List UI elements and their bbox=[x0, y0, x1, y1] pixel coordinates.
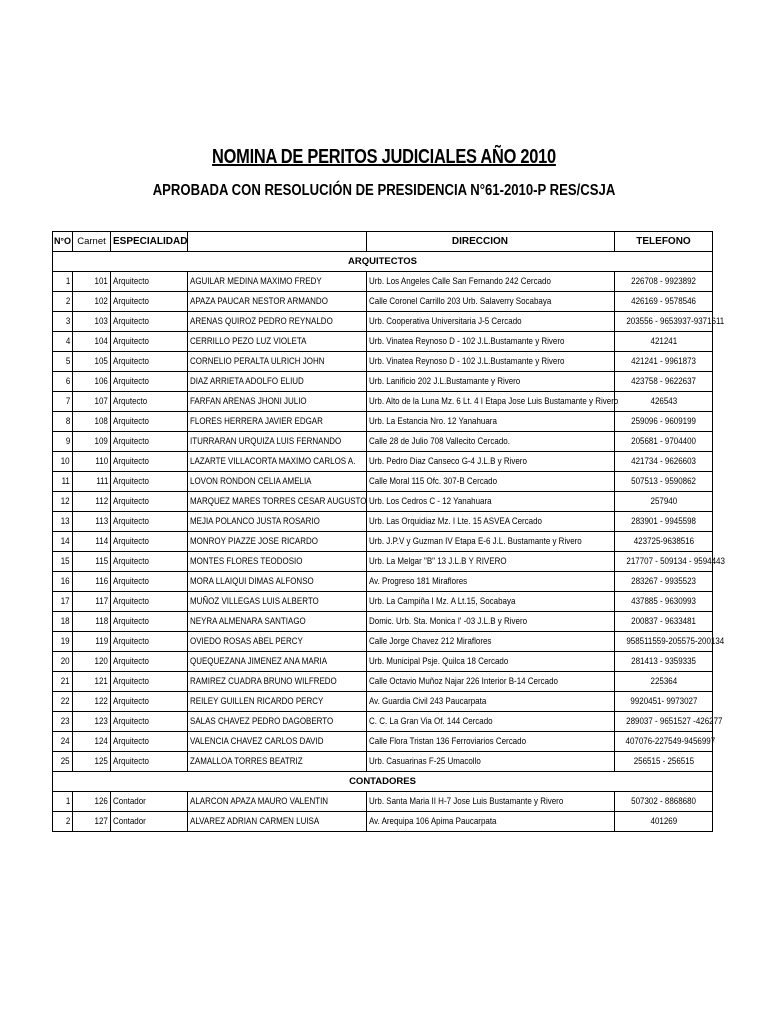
row-direccion: Urb. J.P.V y Guzman IV Etapa E-6 J.L. Bustamante y Rivero bbox=[369, 536, 582, 547]
table-row bbox=[53, 792, 713, 812]
row-direccion: Calle Flora Tristan 136 Ferroviarios Cercado bbox=[369, 736, 527, 747]
header-direccion: DIRECCION bbox=[367, 232, 615, 252]
row-especialidad: Arquitecto bbox=[113, 276, 149, 287]
row-carnet: 123 bbox=[94, 716, 108, 727]
row-number: 2 bbox=[65, 296, 70, 307]
table-body bbox=[53, 252, 725, 832]
row-number: 10 bbox=[61, 456, 70, 467]
header-carnet: Carnet bbox=[73, 232, 111, 252]
row-direccion: Calle Octavio Muñoz Najar 226 Interior B-14 Cercado bbox=[369, 676, 558, 687]
row-telefono: 407076-227549-9456997 bbox=[625, 736, 716, 747]
row-telefono: 200837 - 9633481 bbox=[631, 616, 696, 627]
row-direccion: Av. Arequipa 106 Apima Paucarpata bbox=[369, 816, 497, 827]
table-row bbox=[53, 372, 713, 392]
header-nombre bbox=[188, 232, 367, 252]
row-number: 9 bbox=[65, 436, 70, 447]
table-row bbox=[53, 352, 713, 372]
row-direccion: Av. Progreso 181 Miraflores bbox=[369, 576, 468, 587]
row-especialidad: Contador bbox=[113, 796, 146, 807]
row-nombre: CERRILLO PEZO LUZ VIOLETA bbox=[190, 336, 307, 347]
header-telefono: TELEFONO bbox=[615, 232, 713, 252]
row-direccion: Urb. Los Angeles Calle San Fernando 242 Cercado bbox=[369, 276, 551, 287]
row-direccion: Urb. Los Cedros C - 12 Yanahuara bbox=[369, 496, 492, 507]
row-nombre: ZAMALLOA TORRES BEATRIZ bbox=[190, 756, 303, 767]
row-telefono: 421241 bbox=[650, 336, 677, 347]
row-number: 3 bbox=[65, 316, 70, 327]
row-carnet: 125 bbox=[94, 756, 108, 767]
table-row bbox=[53, 712, 713, 732]
row-carnet: 112 bbox=[95, 496, 108, 507]
row-telefono: 226708 - 9923892 bbox=[631, 276, 696, 287]
row-nombre: ARENAS QUIROZ PEDRO REYNALDO bbox=[190, 316, 333, 327]
row-direccion: Urb. Alto de la Luna Mz. 6 Lt. 4 I Etapa Jose Luis Bustamante y Rivero bbox=[369, 396, 619, 407]
row-direccion: Urb. Municipal Psje. Quilca 18 Cercado bbox=[369, 656, 509, 667]
row-number: 8 bbox=[65, 416, 70, 427]
row-telefono: 203556 - 9653937-9371611 bbox=[626, 316, 725, 327]
document-subtitle: APROBADA CON RESOLUCIÓN DE PRESIDENCIA N°61-2010-P RES/CSJA bbox=[152, 182, 616, 199]
row-especialidad: Arquitecto bbox=[113, 496, 149, 507]
row-carnet: 103 bbox=[94, 316, 108, 327]
row-direccion: Urb. La Campiña I Mz. A Lt.15, Socabaya bbox=[369, 596, 516, 607]
row-especialidad: Arquitecto bbox=[113, 736, 149, 747]
row-nombre: MARQUEZ MARES TORRES CESAR AUGUSTO bbox=[190, 496, 367, 507]
row-carnet: 101 bbox=[94, 276, 108, 287]
row-carnet: 124 bbox=[94, 736, 108, 747]
row-nombre: DIAZ ARRIETA ADOLFO ELIUD bbox=[190, 376, 304, 387]
section-title: CONTADORES bbox=[53, 772, 713, 792]
row-number: 20 bbox=[61, 656, 70, 667]
row-direccion: Urb. La Melgar "B" 13 J.L.B Y RIVERO bbox=[369, 556, 507, 567]
row-number: 22 bbox=[61, 696, 70, 707]
row-especialidad: Arquitecto bbox=[113, 316, 149, 327]
row-telefono: 257940 bbox=[650, 496, 677, 507]
row-carnet: 120 bbox=[94, 656, 108, 667]
row-nombre: LAZARTE VILLACORTA MAXIMO CARLOS A. bbox=[190, 456, 356, 467]
row-number: 5 bbox=[65, 356, 70, 367]
row-carnet: 109 bbox=[94, 436, 108, 447]
table-row bbox=[53, 512, 713, 532]
row-nombre: LOVON RONDON CELIA AMELIA bbox=[190, 476, 312, 487]
table-row bbox=[53, 692, 713, 712]
row-number: 16 bbox=[61, 576, 70, 587]
row-number: 2 bbox=[65, 816, 70, 827]
row-telefono: 507302 - 8868680 bbox=[631, 796, 696, 807]
row-especialidad: Arquitecto bbox=[113, 436, 149, 447]
row-telefono: 421734 - 9626603 bbox=[631, 456, 696, 467]
row-telefono: 281413 - 9359335 bbox=[631, 656, 696, 667]
row-nombre: MORA LLAIQUI DIMAS ALFONSO bbox=[190, 576, 314, 587]
row-especialidad: Arquitecto bbox=[113, 536, 149, 547]
row-carnet: 115 bbox=[95, 556, 108, 567]
row-telefono: 426169 - 9578546 bbox=[631, 296, 696, 307]
table-row bbox=[53, 752, 713, 772]
row-direccion: Calle 28 de Julio 708 Vallecito Cercado. bbox=[369, 436, 510, 447]
row-telefono: 401269 bbox=[650, 816, 677, 827]
table-row bbox=[53, 392, 713, 412]
row-nombre: ALVAREZ ADRIAN CARMEN LUISA bbox=[190, 816, 320, 827]
row-nombre: OVIEDO ROSAS ABEL PERCY bbox=[190, 636, 303, 647]
table-row bbox=[53, 812, 713, 832]
table-row bbox=[53, 472, 713, 492]
row-number: 19 bbox=[61, 636, 70, 647]
row-especialidad: Contador bbox=[113, 816, 146, 827]
row-number: 24 bbox=[61, 736, 70, 747]
row-nombre: CORNELIO PERALTA ULRICH JOHN bbox=[190, 356, 325, 367]
row-carnet: 105 bbox=[94, 356, 108, 367]
row-carnet: 110 bbox=[95, 456, 108, 467]
row-number: 14 bbox=[61, 536, 70, 547]
row-number: 25 bbox=[61, 756, 70, 767]
row-especialidad: Arquitecto bbox=[113, 356, 149, 367]
row-nombre: ITURRARAN URQUIZA LUIS FERNANDO bbox=[190, 436, 342, 447]
row-especialidad: Arquitecto bbox=[113, 596, 149, 607]
row-number: 1 bbox=[65, 276, 70, 287]
table-row bbox=[53, 672, 713, 692]
row-nombre: MONTES FLORES TEODOSIO bbox=[190, 556, 303, 567]
row-direccion: Calle Coronel Carrillo 203 Urb. Salaverry Socabaya bbox=[369, 296, 552, 307]
row-nombre: APAZA PAUCAR NESTOR ARMANDO bbox=[190, 296, 328, 307]
row-especialidad: Arqutecto bbox=[113, 396, 148, 407]
document-title: NOMINA DE PERITOS JUDICIALES AÑO 2010 bbox=[212, 146, 556, 168]
row-telefono: 283901 - 9945598 bbox=[631, 516, 696, 527]
row-nombre: AGUILAR MEDINA MAXIMO FREDY bbox=[190, 276, 322, 287]
row-especialidad: Arquitecto bbox=[113, 336, 149, 347]
table-row bbox=[53, 272, 713, 292]
row-direccion: Urb. Vinatea Reynoso D - 102 J.L.Bustamante y Rivero bbox=[369, 356, 565, 367]
table-row bbox=[53, 732, 713, 752]
row-telefono: 256515 - 256515 bbox=[633, 756, 694, 767]
table-row bbox=[53, 412, 713, 432]
peritos-table bbox=[52, 231, 725, 832]
row-telefono: 205681 - 9704400 bbox=[631, 436, 696, 447]
row-carnet: 102 bbox=[94, 296, 108, 307]
section-title: ARQUITECTOS bbox=[53, 252, 713, 272]
row-carnet: 119 bbox=[95, 636, 108, 647]
table-row bbox=[53, 552, 713, 572]
row-telefono: 289037 - 9651527 -426277 bbox=[626, 716, 723, 727]
row-carnet: 116 bbox=[95, 576, 108, 587]
table-row bbox=[53, 312, 713, 332]
row-nombre: FARFAN ARENAS JHONI JULIO bbox=[190, 396, 307, 407]
table-row bbox=[53, 332, 713, 352]
row-number: 11 bbox=[61, 476, 70, 487]
table-row bbox=[53, 632, 713, 652]
row-especialidad: Arquitecto bbox=[113, 636, 149, 647]
row-carnet: 122 bbox=[94, 696, 108, 707]
row-especialidad: Arquitecto bbox=[113, 476, 149, 487]
row-telefono: 507513 - 9590862 bbox=[631, 476, 696, 487]
row-telefono: 958511559-205575-200134 bbox=[626, 636, 725, 647]
row-nombre: MEJIA POLANCO JUSTA ROSARIO bbox=[190, 516, 320, 527]
row-telefono: 283267 - 9935523 bbox=[631, 576, 696, 587]
table-row bbox=[53, 652, 713, 672]
row-direccion: Urb. Santa Maria II H-7 Jose Luis Bustamante y Rivero bbox=[369, 796, 564, 807]
row-telefono: 426543 bbox=[650, 396, 677, 407]
row-direccion: Av. Guardia Civil 243 Paucarpata bbox=[369, 696, 487, 707]
row-especialidad: Arquitecto bbox=[113, 556, 149, 567]
row-telefono: 259096 - 9609199 bbox=[631, 416, 696, 427]
row-telefono: 423758 - 9622637 bbox=[631, 376, 696, 387]
row-telefono: 423725-9638516 bbox=[633, 536, 694, 547]
row-especialidad: Arquitecto bbox=[113, 576, 149, 587]
row-carnet: 107 bbox=[94, 396, 108, 407]
row-direccion: Urb. Las Orquidiaz Mz. I Lte. 15 ASVEA Cercado bbox=[369, 516, 542, 527]
row-direccion: Urb. Cooperativa Universitaria J-5 Cercado bbox=[369, 316, 522, 327]
row-direccion: Calle Moral 115 Ofc. 307-B Cercado bbox=[369, 476, 498, 487]
row-carnet: 118 bbox=[95, 616, 108, 627]
row-direccion: Urb. Casuarinas F-25 Umacollo bbox=[369, 756, 481, 767]
row-nombre: SALAS CHAVEZ PEDRO DAGOBERTO bbox=[190, 716, 334, 727]
row-telefono: 9920451- 9973027 bbox=[629, 696, 698, 707]
row-especialidad: Arquitecto bbox=[113, 756, 149, 767]
row-especialidad: Arquitecto bbox=[113, 416, 149, 427]
row-carnet: 106 bbox=[94, 376, 108, 387]
section-row bbox=[53, 772, 713, 792]
row-especialidad: Arquitecto bbox=[113, 296, 149, 307]
table-row bbox=[53, 432, 713, 452]
row-nombre: RAMIREZ CUADRA BRUNO WILFREDO bbox=[190, 676, 337, 687]
row-telefono: 421241 - 9961873 bbox=[631, 356, 696, 367]
row-carnet: 114 bbox=[95, 536, 108, 547]
row-direccion: Calle Jorge Chavez 212 Miraflores bbox=[369, 636, 492, 647]
row-telefono: 437885 - 9630993 bbox=[631, 596, 696, 607]
row-carnet: 113 bbox=[95, 516, 108, 527]
row-direccion: C. C. La Gran Via Of. 144 Cercado bbox=[369, 716, 493, 727]
row-number: 18 bbox=[61, 616, 70, 627]
row-nombre: FLORES HERRERA JAVIER EDGAR bbox=[190, 416, 323, 427]
row-especialidad: Arquitecto bbox=[113, 516, 149, 527]
header-especialidad: ESPECIALIDAD bbox=[111, 232, 188, 252]
row-number: 1 bbox=[65, 796, 70, 807]
row-especialidad: Arquitecto bbox=[113, 696, 149, 707]
table-row bbox=[53, 612, 713, 632]
row-direccion: Urb. La Estancia Nro. 12 Yanahuara bbox=[369, 416, 497, 427]
row-especialidad: Arquitecto bbox=[113, 656, 149, 667]
row-nombre: VALENCIA CHAVEZ CARLOS DAVID bbox=[190, 736, 324, 747]
row-direccion: Domic. Urb. Sta. Monica I' -03 J.L.B y Rivero bbox=[369, 616, 528, 627]
table-row bbox=[53, 572, 713, 592]
table-row bbox=[53, 592, 713, 612]
row-number: 17 bbox=[61, 596, 70, 607]
row-telefono: 217707 - 509134 - 9594443 bbox=[626, 556, 725, 567]
row-number: 21 bbox=[61, 676, 70, 687]
row-especialidad: Arquitecto bbox=[113, 616, 149, 627]
row-number: 12 bbox=[61, 496, 70, 507]
row-carnet: 121 bbox=[94, 676, 108, 687]
row-especialidad: Arquitecto bbox=[113, 716, 149, 727]
row-especialidad: Arquitecto bbox=[113, 456, 149, 467]
row-number: 4 bbox=[65, 336, 70, 347]
table-row bbox=[53, 532, 713, 552]
row-nombre: QUEQUEZANA JIMENEZ ANA MARIA bbox=[190, 656, 328, 667]
header-no: N°O bbox=[53, 232, 73, 252]
table-row bbox=[53, 492, 713, 512]
row-carnet: 104 bbox=[94, 336, 108, 347]
row-carnet: 111 bbox=[95, 476, 108, 487]
row-nombre: REILEY GUILLEN RICARDO PERCY bbox=[190, 696, 324, 707]
row-carnet: 117 bbox=[95, 596, 108, 607]
row-direccion: Urb. Pedro Diaz Canseco G-4 J.L.B y Rivero bbox=[369, 456, 527, 467]
row-direccion: Urb. Lanificio 202 J.L.Bustamante y Rivero bbox=[369, 376, 521, 387]
row-nombre: ALARCON APAZA MAURO VALENTIN bbox=[190, 796, 329, 807]
row-especialidad: Arquitecto bbox=[113, 376, 149, 387]
row-carnet: 127 bbox=[94, 816, 108, 827]
row-carnet: 108 bbox=[94, 416, 108, 427]
row-number: 15 bbox=[61, 556, 70, 567]
row-especialidad: Arquitecto bbox=[113, 676, 149, 687]
row-carnet: 126 bbox=[94, 796, 108, 807]
section-row bbox=[53, 252, 713, 272]
row-telefono: 225364 bbox=[650, 676, 677, 687]
row-nombre: MONROY PIAZZE JOSE RICARDO bbox=[190, 536, 318, 547]
table-row bbox=[53, 292, 713, 312]
row-number: 13 bbox=[61, 516, 70, 527]
row-nombre: MUÑOZ VILLEGAS LUIS ALBERTO bbox=[190, 596, 319, 607]
row-nombre: NEYRA ALMENARA SANTIAGO bbox=[190, 616, 306, 627]
row-number: 6 bbox=[65, 376, 70, 387]
row-number: 23 bbox=[61, 716, 70, 727]
row-direccion: Urb. Vinatea Reynoso D - 102 J.L.Bustamante y Rivero bbox=[369, 336, 565, 347]
table-header-row bbox=[53, 232, 713, 252]
row-number: 7 bbox=[65, 396, 70, 407]
table-row bbox=[53, 452, 713, 472]
